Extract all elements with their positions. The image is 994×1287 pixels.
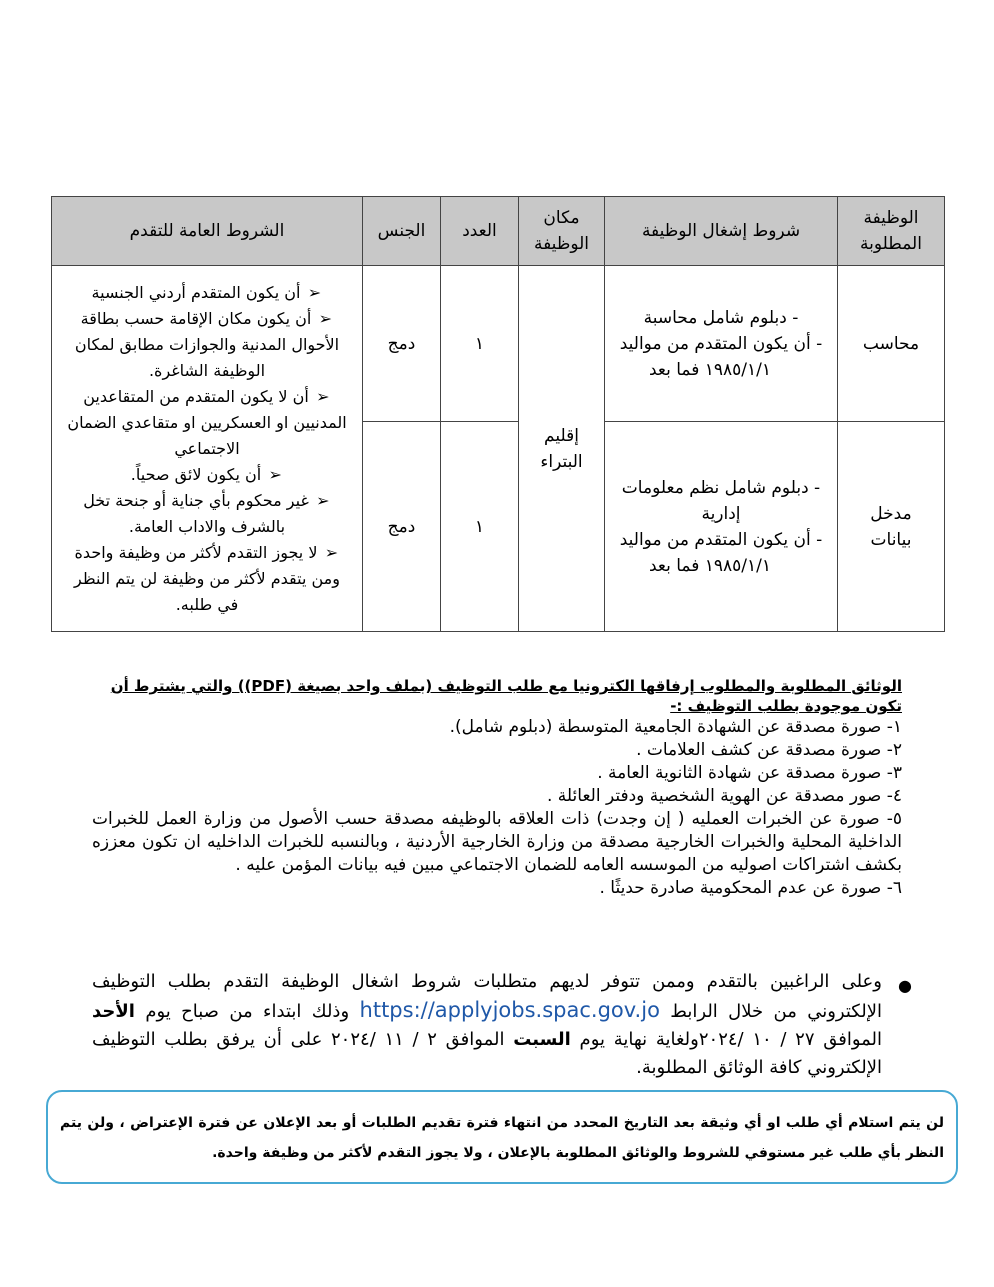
- general-condition-item: ➢أن يكون المتقدم أردني الجنسية: [62, 280, 352, 306]
- table-row: [52, 266, 945, 422]
- apply-link[interactable]: https://applyjobs.spac.gov.jo: [359, 998, 660, 1022]
- general-condition-item: ➢أن يكون لائق صحياً.: [62, 462, 352, 488]
- document-item: ٢- صورة مصدقة عن كشف العلامات .: [636, 740, 902, 760]
- documents-section: [92, 676, 902, 900]
- document-item: ٦- صورة عن عدم المحكومية صادرة حديثًا .: [599, 878, 902, 898]
- arrow-bullet-icon: ➢: [316, 386, 330, 406]
- header-location: مكان الوظيفة: [519, 197, 605, 266]
- row-count: ١: [441, 422, 519, 632]
- condition-line: - دبلوم شامل نظم معلومات: [621, 477, 821, 498]
- start-day: الأحد: [92, 1001, 135, 1022]
- row-job: محاسب: [838, 266, 945, 422]
- notice-text: لن يتم استلام أي طلب او أي وثيقة بعد التاريخ المحدد من انتهاء فترة تقديم الطلبات أو بعد الإعلان عن فترة الإعتراض ، ولن يتم النظر بأي طلب غير مستوفي للشروط والوثائق المطلوبة بالإعلان ، ولا يجوز التقدم لأكثر من وظيفة واحدة.: [60, 1115, 944, 1161]
- bullet-icon: ●: [898, 976, 912, 995]
- table-header-row: [52, 197, 945, 266]
- general-condition-item: ➢أن يكون مكان الإقامة حسب بطاقة الأحوال المدنية والجوازات مطابق لمكان الوظيفة الشاغرة.: [62, 306, 352, 384]
- general-condition-item: ➢أن لا يكون المتقدم من المتقاعدين المدنيين او العسكريين او متقاعدي الضمان الاجتماعي: [62, 384, 352, 462]
- arrow-bullet-icon: ➢: [318, 308, 333, 328]
- header-conditions: شروط إشغال الوظيفة: [605, 197, 838, 266]
- condition-line: - أن يكون المتقدم من مواليد: [619, 333, 823, 354]
- jobs-table: [51, 196, 945, 632]
- documents-heading: الوثائق المطلوبة والمطلوب إرفاقها الكترونيا مع طلب التوظيف (بملف واحد بصيغة (PDF)) والتي يشترط أن تكون موجودة بطلب التوظيف :-: [110, 677, 902, 715]
- general-conditions: [52, 266, 363, 632]
- document-item: ٤- صور مصدقة عن الهوية الشخصية ودفتر العائلة .: [546, 786, 902, 806]
- row-conditions: [605, 266, 838, 422]
- document-item: ١- صورة مصدقة عن الشهادة الجامعية المتوسطة (دبلوم شامل).: [449, 717, 902, 737]
- notice-box: [46, 1090, 958, 1184]
- condition-line: - أن يكون المتقدم من مواليد: [619, 529, 823, 550]
- row-count: ١: [441, 266, 519, 422]
- general-condition-item: ➢غير محكوم بأي جناية أو جنحة تخل بالشرف والاداب العامة.: [62, 488, 352, 540]
- condition-line: ١٩٨٥/١/١ فما بعد: [648, 359, 772, 380]
- condition-line: ١٩٨٥/١/١ فما بعد: [648, 555, 772, 576]
- row-job: مدخل بيانات: [838, 422, 945, 632]
- document-item: ٥- صورة عن الخبرات العمليه ( إن وجدت) ذات العلاقه بالوظيفه مصدقة حسب الأصول من وزارة العمل للخبرات الداخلية المحلية والخبرات الخارجية مصدقة من وزارة الخارجية الأردنية ، وبالنسبه للخبرات الداخليه ان تكون معززه بكشف اشتراكات اصوليه من الموسسه العامه للضمان الاجتماعي مبين فيه بيانات المؤمن عليه .: [92, 809, 902, 875]
- end-day: السبت: [513, 1029, 571, 1050]
- row-conditions: [605, 422, 838, 632]
- arrow-bullet-icon: ➢: [307, 282, 322, 302]
- document-item: ٣- صورة مصدقة عن شهادة الثانوية العامة .: [597, 763, 902, 783]
- condition-line: إدارية: [701, 503, 741, 524]
- general-condition-item: ➢لا يجوز التقدم لأكثر من وظيفة واحدة ومن يتقدم لأكثر من وظيفة لن يتم النظر في طلبه.: [62, 540, 352, 618]
- arrow-bullet-icon: ➢: [268, 464, 282, 484]
- header-general: الشروط العامة للتقدم: [52, 197, 363, 266]
- header-job: الوظيفة المطلوبة: [838, 197, 945, 266]
- header-count: العدد: [441, 197, 519, 266]
- header-gender: الجنس: [363, 197, 441, 266]
- row-gender: دمج: [363, 266, 441, 422]
- arrow-bullet-icon: ➢: [316, 490, 330, 510]
- row-location: إقليم البتراء: [519, 266, 605, 632]
- condition-line: - دبلوم شامل محاسبة: [643, 307, 799, 328]
- application-paragraph: ● وعلى الراغبين بالتقدم وممن تتوفر لديهم متطلبات شروط اشغال الوظيفة التقدم بطلب التوظيف الإلكتروني من خلال الرابط https://applyjobs.spac.gov.jo وذلك ابتداء من صباح يوم الأحد الموافق ٢٧ / ١٠ /٢٠٢٤ولغاية نهاية يوم السبت الموافق ٢ / ١١ /٢٠٢٤ على أن يرفق بطلب التوظيف الإلكتروني كافة الوثائق المطلوبة.: [92, 971, 912, 1078]
- row-gender: دمج: [363, 422, 441, 632]
- arrow-bullet-icon: ➢: [324, 542, 339, 562]
